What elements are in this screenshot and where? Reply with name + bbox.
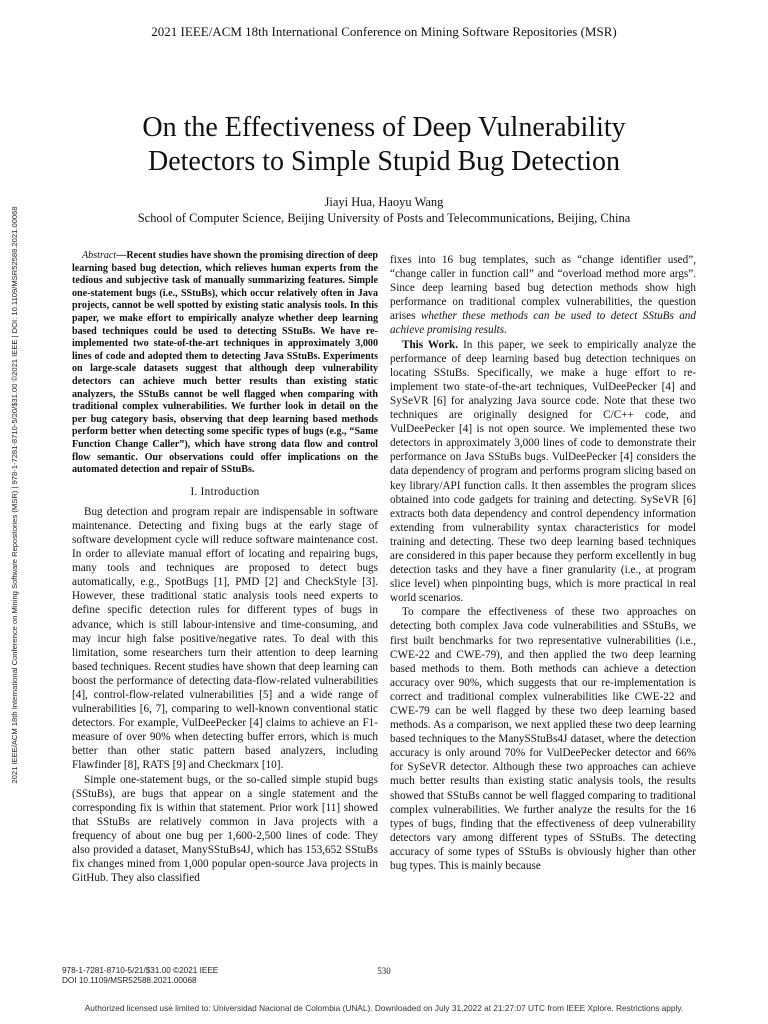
intro-paragraph-2: Simple one-statement bugs, or the so-called simple stupid bugs (SStuBs), are bugs that appear on a single statement and the corresponding fix is within that statement. Prior work [11] showed that SStuBs are relatively common in Java projects with a frequency of about one bug per 1,600-2,500 lines of code. They also provided a dataset, ManySStuBs4J, which has 153,652 SStuBs fix changes mined from 1,000 popular open-source Java projects in GitHub. They also classified [72, 773, 378, 885]
intro-paragraph-1: Bug detection and program repair are indispensable in software maintenance. Detecting and fixing bugs at the early stage of software development cycle will reduce software maintenance cost. In order to alleviate manual effort of locating and repairing bugs, many tools and techniques are proposed to detect bugs automatically, e.g., SpotBugs [1], PMD [2] and CheckStyle [3]. However, these traditional static analysis tools need experts to define specific detection rules for different types of bugs in advance, which is still labour-intensive and time-consuming, and may incur high false positive/negative rates. To deal with this limitation, some researchers turn their attention to deep learning based techniques. Recent studies have shown that deep learning can boost the performance of detecting data-flow-related vulnerabilities [4], control-flow-related vulnerabilities [5] and a wide range of vulnerabilities [6, 7], comparing to well-known conventional static detectors. For example, VulDeePecker [4] claims to achieve an F1-measure of over 90% when detecting buffer errors, which is much better than other static pattern based analyzers, including Flawfinder [8], RATS [9] and Checkmarx [10]. [72, 505, 378, 772]
intro-paragraph-3 [390, 253, 696, 338]
left-column [72, 250, 378, 885]
section-heading-introduction: I. Introduction [190, 485, 260, 498]
this-work-label: This Work. [402, 338, 459, 351]
affiliation: School of Computer Science, Beijing University of Posts and Telecommunications, Beijing, China [137, 211, 631, 225]
authorized-use-note: Authorized licensed use limited to: Universidad Nacional de Colombia (UNAL). Downloaded on July 31,2022 at 21:27:07 UTC from IEEE Xplore. Restrictions apply. [84, 1003, 684, 1013]
abstract-dash: — [116, 250, 127, 261]
abstract-label: Abstract [82, 250, 117, 261]
footer-doi: DOI 10.1109/MSR52588.2021.00068 [62, 976, 197, 985]
this-work-text: In this paper, we seek to empirically analyze the performance of deep learning based bug detection techniques on locating SStuBs. Specifically, we make a huge effort to re-implement two state-of-the-art techniques, VulDeePecker [4] and SySeVR [6] for analyzing Java source code. Note that these two techniques are originally designed for C/C++ code, and VulDeePecker [4] is not open source. We implemented these two detectors in approximately 3,000 lines of code to demonstrate their performance on Java SStuBs bugs. VulDeePecker [4] considers the data dependency of program and performs program slicing based on key library/API function calls. It then assembles the program slices obtained into code gadgets for training and detecting. SySeVR [6] extracts both data dependency and control dependency information extending from vulnerability syntax characteristics for model training and detecting. These two deep learning based techniques are considered in this paper because they perform excellently in bug detection tasks and they have a finer granularity (i.e., at program slice level) when pinpointing bugs, which is more practical in real world scenarios. [390, 338, 696, 605]
footer-isbn: 978-1-7281-8710-5/21/$31.00 ©2021 IEEE [62, 966, 219, 975]
title-line-2: Detectors to Simple Stupid Bug Detection [147, 146, 621, 177]
research-question: whether these methods can be used to detect SStuBs and achieve promising results. [390, 310, 696, 337]
abstract [72, 250, 378, 477]
paper-title [0, 111, 768, 179]
right-column [390, 253, 696, 873]
intro-paragraph-3-text: fixes into 16 bug templates, such as “change identifier used”, “change caller in function call” and “overload method more args”. Since deep learning based bug detection methods show high performance on traditional complex vulnerabilities, the question arises [390, 254, 696, 323]
authors: Jiayi Hua, Haoyu Wang [324, 195, 444, 209]
abstract-body: Recent studies have shown the promising direction of deep learning based bug detection, which relieves human experts from the tedious and subjective task of manually summarizing features. Simple one-statement bugs (i.e., SStuBs), which occur relatively often in Java projects, cannot be well spotted by existing static analysis tools. In this paper, we make effort to empirically analyze whether deep learning based techniques could be used to detecting SStuBs. We have re-implemented two state-of-the-art techniques in approximately 3,000 lines of code and adopted them to detecting Java SStuBs. Experiments on large-scale datasets suggest that although deep vulnerability detectors can achieve much better results than existing static analyzers, the SStuBs cannot be well flagged when comparing with traditional complex vulnerabilities. We further look in detail on the per bug category basis, observing that deep learning based methods perform better when detecting some specific types of bugs (e.g., “Same Function Change Caller”), which have strong data flow and control flow semantic. Our observations could offer implications on the automated detection and repair of SStuBs. [72, 250, 378, 476]
this-work-paragraph [390, 338, 696, 606]
intro-paragraph-5: To compare the effectiveness of these two approaches on detecting both complex Java code vulnerabilities and SStuBs, we first built benchmarks for two representative vulnerabilities (i.e., CWE-22 and CWE-79), and then applied the two deep learning based methods to them. Both methods can achieve a detection accuracy over 90%, which suggests that our re-implementation is correct and traditional complex vulnerabilities like CWE-22 and CWE-79 can be well flagged by these two deep learning based methods. As a comparison, we next applied these two deep learning based techniques to the ManySStuBs4J dataset, where the detection accuracy is only around 70% for VulDeePecker detector and 66% for SySeVR detector. Although these two approaches can achieve much better results than existing static analysis tools, the results showed that SStuBs cannot be well flagged comparing to traditional complex vulnerabilities. We further analyze the results for the 16 types of bugs, finding that the effectiveness of deep vulnerability detectors vary among different types of SStuBs. The detecting accuracy of some types of SStuBs is obviously higher than other bug types. This is mainly because [390, 606, 696, 873]
title-line-1: On the Effectiveness of Deep Vulnerability [142, 112, 626, 143]
page-number: 530 [377, 966, 391, 976]
side-citation-note: 2021 IEEE/ACM 18th International Conference on Mining Software Repositories (MSR) | 978-1-7281-8710-5/20/$31.00 ©2021 IEEE | DOI: 10.1109/MSR52588.2021.00068 [10, 206, 19, 784]
conference-header: 2021 IEEE/ACM 18th International Conference on Mining Software Repositories (MSR) [151, 24, 617, 39]
